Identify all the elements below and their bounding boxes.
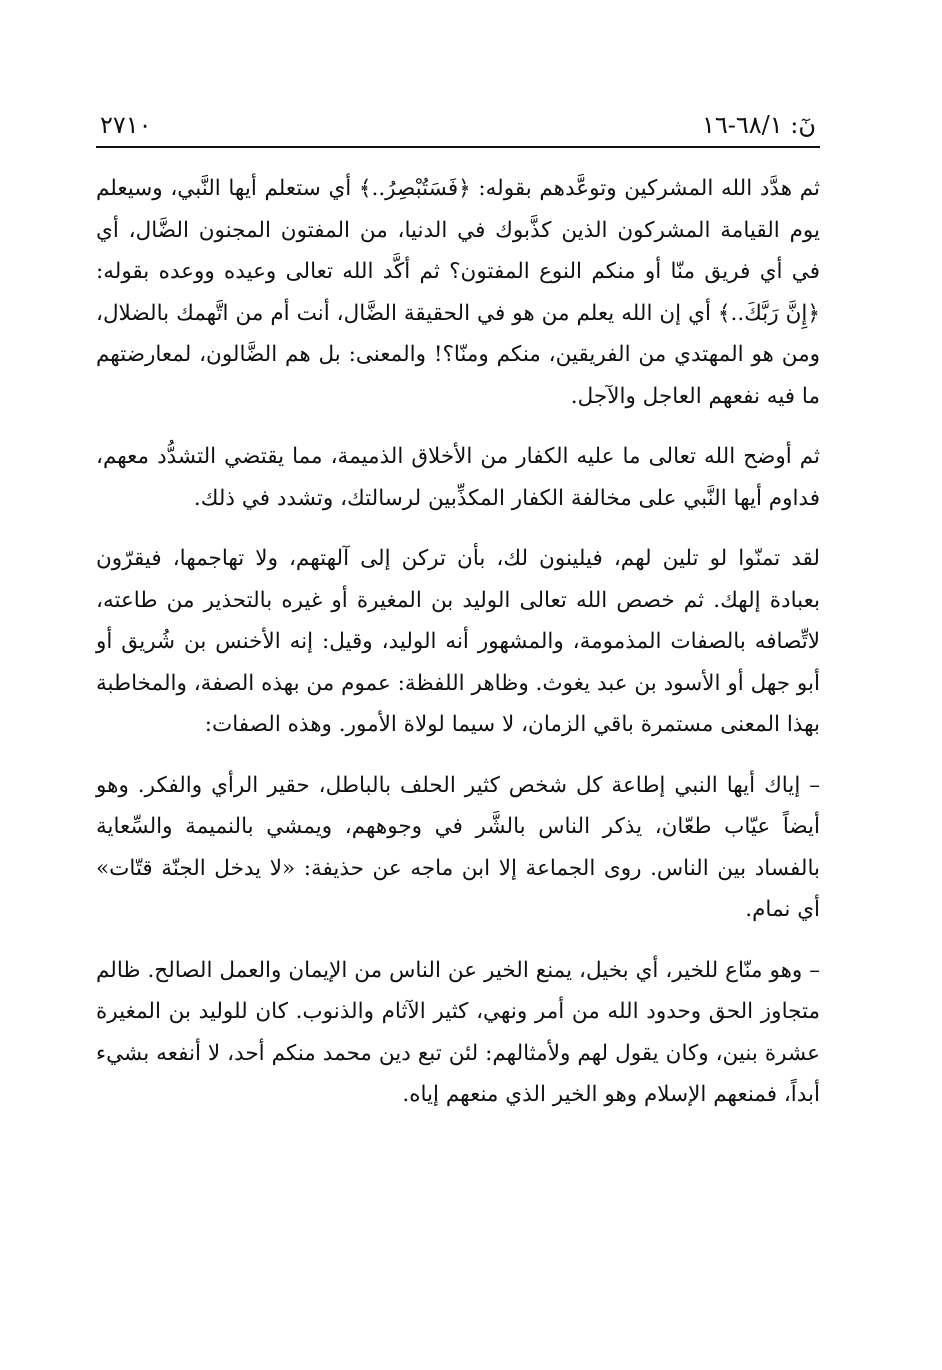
paragraph-4: – إياك أيها النبي إطاعة كل شخص كثير الحلف بالباطل، حقير الرأي والفكر. وهو أيضاً عيّاب طعّان، يذكر الناس بالشَّر في وجوههم، ويمشي بالنميمة والسِّعاية بالفساد بين الناس. روى الجماعة إلا ابن ماجه عن حذيفة: «لا يدخل الجنّة قتّات» أي نمام. [96,772,820,922]
book-page [96,100,820,1300]
paragraph-5: – وهو منّاع للخير، أي بخيل، يمنع الخير عن الناس من الإيمان والعمل الصالح. ظالم متجاوز الحق وحدود الله من أمر ونهي، كثير الآثام والذنوب. كان للوليد بن المغيرة عشرة بنين، وكان يقول لهم ولأمثالهم: لئن تبع دين محمد منكم أحد، لا أنفعه بشيء أبداً، فمنعهم الإسلام وهو الخير الذي منعهم إياه. [96,957,820,1107]
body-text [96,168,820,1116]
running-header [96,100,820,148]
surah-verse-reference: نٓ: ٦٨/١-١٦ [702,111,816,139]
page-number: ٢٧١٠ [100,111,152,139]
paragraph-3: لقد تمنّوا لو تلين لهم، فيلينون لك، بأن تركن إلى آلهتهم، ولا تهاجمها، فيقرّون بعبادة إلهك. ثم خصص الله تعالى الوليد بن المغيرة أو غيره بالتحذير من طاعته، لاتِّصافه بالصفات المذمومة، والمشهور أنه الوليد، وقيل: إنه الأخنس بن شُريق أو أبو جهل أو الأسود بن عبد يغوث. وظاهر اللفظة: عموم من بهذه الصفة، والمخاطبة بهذا المعنى مستمرة باقي الزمان، لا سيما لولاة الأمور. وهذه الصفات: [96,546,820,737]
paragraph-1: ثم هدَّد الله المشركين وتوعَّدهم بقوله: ﴿فَسَتُبْصِرُ..﴾ أي ستعلم أيها النَّبي، وسيعلم يوم القيامة المشركون الذين كذَّبوك في الدنيا، من المفتون المجنون الضَّال، أي في أي فريق منّا أو منكم النوع المفتون؟ ثم أكَّد الله تعالى وعيده ووعده بقوله: ﴿إِنَّ رَبَّكَ..﴾ أي إن الله يعلم من هو في الحقيقة الضَّال، أنت أم من اتَّهمك بالضلال، ومن هو المهتدي من الفريقين، منكم ومنّا؟! والمعنى: بل هم الضَّالون، لمعارضتهم ما فيه نفعهم العاجل والآجل. [96,176,820,409]
paragraph-2: ثم أوضح الله تعالى ما عليه الكفار من الأخلاق الذميمة، مما يقتضي التشدُّد معهم، فداوم أيها النَّبي على مخالفة الكفار المكذِّبين لرسالتك، وتشدد في ذلك. [96,444,820,511]
